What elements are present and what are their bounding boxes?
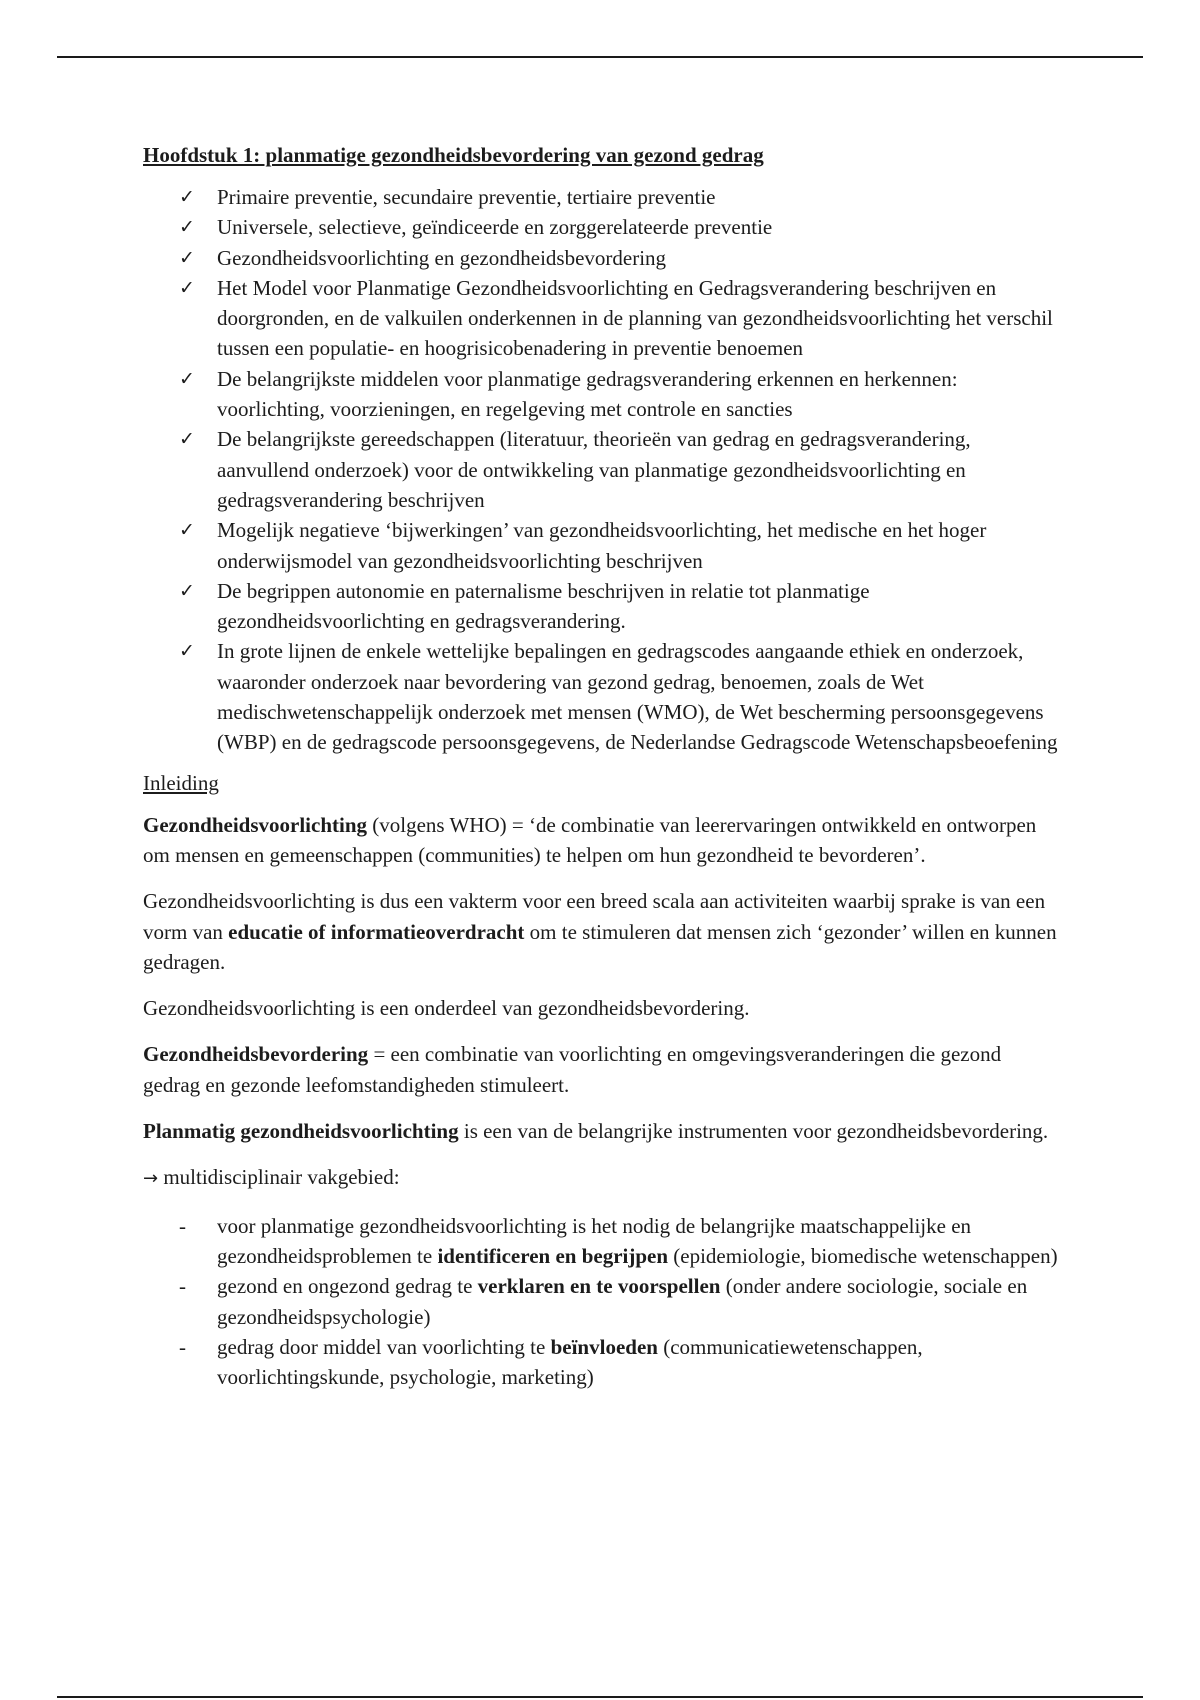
check-icon: ✓ bbox=[179, 428, 195, 451]
document-body bbox=[143, 140, 1063, 1392]
paragraph-planmatig: Planmatig gezondheidsvoorlichting is een van de belangrijke instrumenten voor gezondheidsbevordering. bbox=[143, 1119, 1049, 1144]
check-icon: ✓ bbox=[179, 246, 195, 269]
checklist-item: ✓ Primaire preventie, secundaire preventie, tertiaire preventie bbox=[143, 182, 1063, 212]
bottom-rule bbox=[57, 1696, 1143, 1698]
check-icon: ✓ bbox=[179, 216, 195, 239]
top-rule bbox=[57, 56, 1143, 58]
list-item: - gedrag door middel van voorlichting te beïnvloeden (communicatiewetenschappen, voorlichtingskunde, psychologie, marketing) bbox=[143, 1332, 1063, 1393]
emphasis: educatie of informatieoverdracht bbox=[228, 919, 525, 944]
paragraph-multidisciplinair: → multidisciplinair vakgebied: bbox=[143, 1165, 400, 1190]
checklist-item: ✓ In grote lijnen de enkele wettelijke bepalingen en gedragscodes aangaande ethiek en onderzoek, waaronder onderzoek naar bevordering van gezond gedrag, benoemen, zoals de Wet medischwetenschappelijk onderzoek met mensen (WMO), de Wet bescherming persoonsgegevens (WBP) en de gedragscode persoonsgegevens, de Nederlandse Gedragscode Wetenschapsbeoefening bbox=[143, 636, 1063, 757]
dash-bullet: - bbox=[179, 1334, 186, 1359]
checklist-item: ✓ De begrippen autonomie en paternalisme beschrijven in relatie tot planmatige gezondheidsvoorlichting en gedragsverandering. bbox=[143, 576, 1063, 637]
paragraph-onderdeel: Gezondheidsvoorlichting is een onderdeel van gezondheidsbevordering. bbox=[143, 996, 750, 1021]
checklist-item: ✓ Mogelijk negatieve ‘bijwerkingen’ van gezondheidsvoorlichting, het medische en het hoger onderwijsmodel van gezondheidsvoorlichting beschrijven bbox=[143, 515, 1063, 576]
paragraph-vakterm: Gezondheidsvoorlichting is dus een vakterm voor een breed scala aan activiteiten waarbij sprake is van een vorm van educatie of informatieoverdracht om te stimuleren dat mensen zich ‘gezonder’ willen en kunnen gedragen. bbox=[143, 889, 1057, 974]
term: Planmatig gezondheidsvoorlichting bbox=[143, 1119, 459, 1144]
checklist-item: ✓ Het Model voor Planmatige Gezondheidsvoorlichting en Gedragsverandering beschrijven en doorgronden, en de valkuilen onderkennen in de planning van gezondheidsvoorlichting het verschil tussen een populatie- en hoogrisicobenadering in preventie benoemen bbox=[143, 273, 1063, 364]
checklist-item: ✓ De belangrijkste gereedschappen (literatuur, theorieën van gedrag en gedragsverandering, aanvullend onderzoek) voor de ontwikkeling van planmatige gezondheidsvoorlichting en gedragsverandering beschrijven bbox=[143, 424, 1063, 515]
arrow-right-icon: → bbox=[143, 1168, 159, 1190]
paragraph-definition-voorlichting: Gezondheidsvoorlichting (volgens WHO) = ‘de combinatie van leerervaringen ontwikkeld en ontworpen om mensen en gemeenschappen (communities) te helpen om hun gezondheid te bevorderen’. bbox=[143, 812, 1037, 867]
check-icon: ✓ bbox=[179, 186, 195, 208]
check-icon: ✓ bbox=[179, 519, 195, 542]
dash-bullet: - bbox=[179, 1274, 186, 1299]
paragraph-definition-bevordering: Gezondheidsbevordering = een combinatie van voorlichting en omgevingsveranderingen die gezond gedrag en gezonde leefomstandigheden stimuleert. bbox=[143, 1042, 1002, 1097]
checklist-item: ✓ Gezondheidsvoorlichting en gezondheidsbevordering bbox=[143, 243, 1063, 273]
check-icon: ✓ bbox=[179, 276, 195, 299]
checklist-item: ✓ De belangrijkste middelen voor planmatige gedragsverandering erkennen en herkennen: voorlichting, voorzieningen, en regelgeving met controle en sancties bbox=[143, 364, 1063, 425]
term: Gezondheidsbevordering bbox=[143, 1042, 369, 1067]
disciplines-list bbox=[143, 1211, 1063, 1393]
check-icon: ✓ bbox=[179, 367, 195, 390]
checklist-item: ✓ Universele, selectieve, geïndiceerde en zorggerelateerde preventie bbox=[143, 212, 1063, 242]
learning-goals-list bbox=[143, 182, 1063, 758]
list-item: - voor planmatige gezondheidsvoorlichting is het nodig de belangrijke maatschappelijke en gezondheidsproblemen te identificeren en begrijpen (epidemiologie, biomedische wetenschappen) bbox=[143, 1211, 1063, 1272]
check-icon: ✓ bbox=[179, 640, 195, 663]
term: Gezondheidsvoorlichting bbox=[143, 812, 368, 837]
check-icon: ✓ bbox=[179, 579, 195, 602]
dash-bullet: - bbox=[179, 1213, 186, 1238]
list-item: - gezond en ongezond gedrag te verklaren en te voorspellen (onder andere sociologie, sociale en gezondheidspsychologie) bbox=[143, 1271, 1063, 1332]
chapter-heading: Hoofdstuk 1: planmatige gezondheidsbevordering van gezond gedrag bbox=[143, 143, 764, 167]
section-title-inleiding: Inleiding bbox=[143, 770, 219, 795]
